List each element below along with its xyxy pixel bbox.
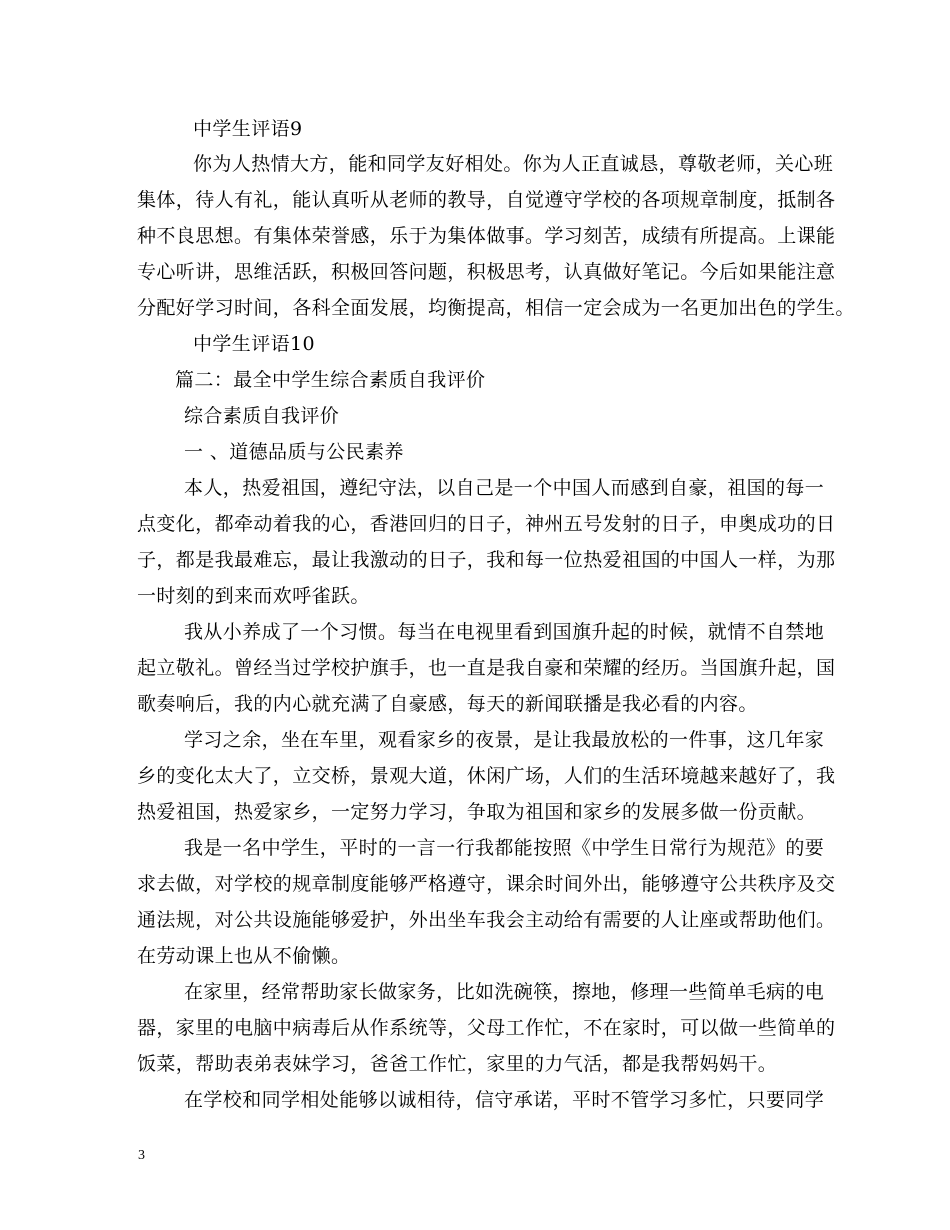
section-heading-evaluation-9: 中学生评语9 [193,118,303,140]
paragraph-line: 热爱祖国，热爱家乡，一定努力学习，争取为祖国和家乡的发展多做一份贡献。 [137,801,817,823]
paragraph-line: 在学校和同学相处能够以诚相待，信守承诺，平时不管学习多忙，只要同学 [184,1089,825,1111]
paragraph-line: 我是一名中学生，平时的一言一行我都能按照《中学生日常行为规范》的要 [184,837,825,859]
section-heading-evaluation-10: 中学生评语10 [193,333,315,355]
paragraph-line: 通法规，对公共设施能够爱护，外出坐车我会主动给有需要的人让座或帮助他们。 [137,909,836,931]
paragraph-line: 乡的变化太大了，立交桥，景观大道，休闲广场，人们的生活环境越来越好了，我 [137,765,836,787]
chapter-heading: 篇二：最全中学生综合素质自我评价 [175,369,486,391]
paragraph-line: 点变化，都牵动着我的心，香港回归的日子，神州五号发射的日子，申奥成功的日 [137,513,836,535]
subheading-morality-civic: 一 、道德品质与公民素养 [184,441,404,463]
paragraph-line: 歌奏响后，我的内心就充满了自豪感，每天的新闻联播是我必看的内容。 [137,693,758,715]
paragraph-line: 子，都是我最难忘，最让我激动的日子，我和每一位热爱祖国的中国人一样，为那 [137,549,836,571]
page-number: 3 [138,1148,145,1163]
paragraph-line: 求去做，对学校的规章制度能够严格遵守，课余时间外出，能够遵守公共秩序及交 [137,873,836,895]
paragraph-line: 分配好学习时间，各科全面发展，均衡提高，相信一定会成为一名更加出色的学生。 [137,297,855,319]
paragraph-line: 一时刻的到来而欢呼雀跃。 [137,585,370,607]
paragraph-line: 器，家里的电脑中病毒后从作系统等，父母工作忙，不在家时，可以做一些简单的 [137,1017,836,1039]
paragraph-line: 饭菜，帮助表弟表妹学习，爸爸工作忙，家里的力气活，都是我帮妈妈干。 [137,1053,778,1075]
paragraph-line: 在家里，经常帮助家长做家务，比如洗碗筷，擦地，修理一些简单毛病的电 [184,981,825,1003]
paragraph-line: 学习之余，坐在车里，观看家乡的夜景，是让我最放松的一件事，这几年家 [184,729,825,751]
paragraph-line: 起立敬礼。曾经当过学校护旗手，也一直是我自豪和荣耀的经历。当国旗升起，国 [137,657,836,679]
paragraph-line: 我从小养成了一个习惯。每当在电视里看到国旗升起的时候，就情不自禁地 [184,621,825,643]
paragraph-line: 本人，热爱祖国，遵纪守法，以自己是一个中国人而感到自豪，祖国的每一 [184,477,825,499]
paragraph-line: 在劳动课上也从不偷懒。 [137,945,351,967]
subheading-self-evaluation: 综合素质自我评价 [184,405,340,427]
paragraph-line: 集体，待人有礼，能认真听从老师的教导，自觉遵守学校的各项规章制度，抵制各 [137,189,836,211]
paragraph-line: 你为人热情大方，能和同学友好相处。你为人正直诚恳，尊敬老师，关心班 [193,153,834,175]
paragraph-line: 专心听讲，思维活跃，积极回答问题，积极思考，认真做好笔记。今后如果能注意 [137,261,836,283]
paragraph-line: 种不良思想。有集体荣誉感，乐于为集体做事。学习刻苦，成绩有所提高。上课能 [137,225,836,247]
